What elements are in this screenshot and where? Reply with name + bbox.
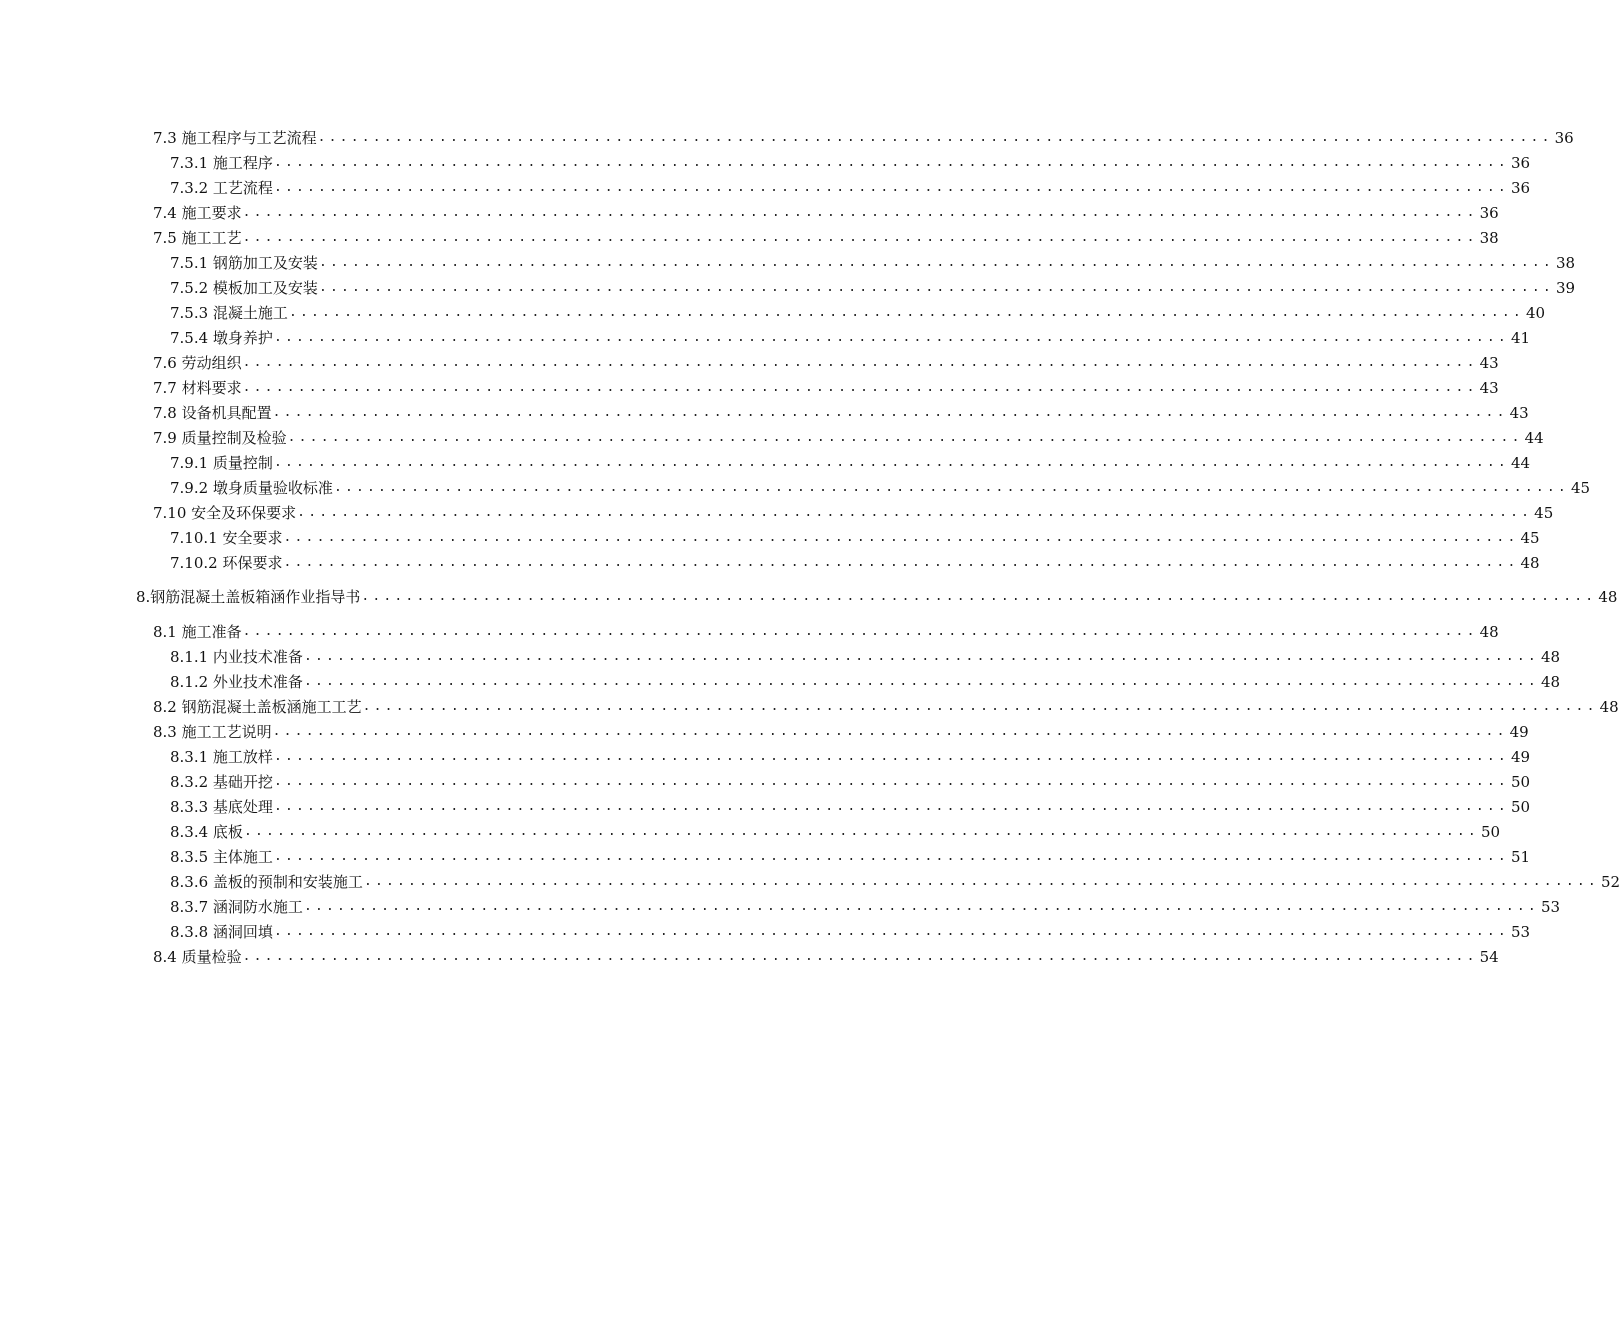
toc-entry[interactable]: [153, 376, 1499, 400]
toc-entry[interactable]: [170, 326, 1531, 350]
toc-entry-title: 7.9 质量控制及检验: [153, 429, 287, 447]
toc-entry[interactable]: [153, 620, 1499, 644]
toc-entry-page: 36: [1510, 154, 1531, 172]
toc-entry-page: 50: [1480, 823, 1501, 841]
toc-entry[interactable]: [153, 126, 1574, 150]
toc-entry[interactable]: [136, 585, 1618, 609]
toc-entry-page: 45: [1520, 529, 1540, 547]
toc-entry-title: 8.3.2 基础开挖: [170, 773, 273, 791]
toc-entry-title: 8.3.8 涵洞回填: [170, 923, 273, 941]
toc-entry-page: 53: [1540, 898, 1561, 916]
toc-entry-title: 7.10 安全及环保要求: [153, 504, 297, 522]
toc-entry[interactable]: [170, 451, 1531, 475]
dot-leader: ................................................................................................................: [318, 280, 1554, 295]
toc-entry-page: 49: [1509, 723, 1529, 741]
toc-entry-page: 44: [1510, 454, 1531, 472]
dot-leader: ................................................................................................................: [273, 924, 1509, 939]
toc-entry-page: 49: [1510, 748, 1531, 766]
toc-entry[interactable]: [153, 945, 1499, 969]
dot-leader: ................................................................................................................: [283, 530, 1519, 545]
toc-entry-title: 7.5.2 模板加工及安装: [170, 279, 318, 297]
toc-entry[interactable]: [170, 151, 1531, 175]
toc-entry-title: 8.1.2 外业技术准备: [170, 673, 303, 691]
toc-entry-page: 44: [1524, 429, 1544, 447]
toc-entry-title: 7.9.1 质量控制: [170, 454, 273, 472]
toc-entry-title: 7.6 劳动组织: [153, 354, 242, 372]
dot-leader: ................................................................................................................: [273, 330, 1509, 345]
dot-leader: ................................................................................................................: [273, 455, 1509, 470]
toc-entry[interactable]: [170, 476, 1591, 500]
toc-entry[interactable]: [170, 551, 1540, 575]
dot-leader: ................................................................................................................: [297, 505, 1533, 520]
toc-entry[interactable]: [153, 226, 1499, 250]
toc-entry-page: 50: [1510, 773, 1531, 791]
toc-entry[interactable]: [170, 276, 1576, 300]
dot-leader: ................................................................................................................: [243, 824, 1479, 839]
toc-entry-title: 8.3.5 主体施工: [170, 848, 273, 866]
dot-leader: ................................................................................................................: [242, 624, 1478, 639]
toc-entry-title: 7.8 设备机具配置: [153, 404, 272, 422]
toc-entry-title: 8.3.4 底板: [170, 823, 243, 841]
toc-entry-title: 8.3.1 施工放样: [170, 748, 273, 766]
toc-entry-page: 45: [1534, 504, 1554, 522]
toc-entry[interactable]: [170, 251, 1576, 275]
toc-entry-title: 8.3 施工工艺说明: [153, 723, 272, 741]
dot-leader: ................................................................................................................: [303, 899, 1539, 914]
toc-entry-page: 48: [1598, 588, 1618, 606]
toc-entry-title: 7.5.4 墩身养护: [170, 329, 273, 347]
toc-entry[interactable]: [170, 745, 1531, 769]
toc-entry[interactable]: [153, 695, 1619, 719]
toc-entry-page: 36: [1554, 129, 1574, 147]
toc-entry-page: 52: [1600, 873, 1620, 891]
toc-entry-page: 43: [1509, 404, 1529, 422]
toc-entry[interactable]: [170, 176, 1531, 200]
toc-entry-page: 36: [1510, 179, 1531, 197]
toc-entry-title: 7.3.2 工艺流程: [170, 179, 273, 197]
dot-leader: ................................................................................................................: [242, 380, 1478, 395]
toc-entry[interactable]: [170, 920, 1531, 944]
dot-leader: ................................................................................................................: [273, 849, 1509, 864]
toc-entry-title: 7.5.3 混凝土施工: [170, 304, 288, 322]
toc-entry[interactable]: [153, 426, 1544, 450]
toc-entry-title: 7.7 材料要求: [153, 379, 242, 397]
toc-entry-page: 43: [1479, 379, 1499, 397]
dot-leader: ................................................................................................................: [272, 724, 1508, 739]
dot-leader: ................................................................................................................: [317, 130, 1553, 145]
toc-entry[interactable]: [170, 770, 1531, 794]
toc-entry-title: 7.3 施工程序与工艺流程: [153, 129, 317, 147]
dot-leader: ................................................................................................................: [242, 205, 1478, 220]
dot-leader: ................................................................................................................: [273, 799, 1509, 814]
toc-entry[interactable]: [170, 526, 1540, 550]
toc-entry-page: 48: [1540, 648, 1561, 666]
toc-entry[interactable]: [170, 820, 1501, 844]
toc-entry[interactable]: [170, 895, 1561, 919]
dot-leader: ................................................................................................................: [303, 649, 1539, 664]
dot-leader: ................................................................................................................: [242, 949, 1478, 964]
dot-leader: ................................................................................................................: [273, 180, 1509, 195]
dot-leader: ................................................................................................................: [303, 674, 1539, 689]
toc-entry-title: 8.4 质量检验: [153, 948, 242, 966]
dot-leader: ................................................................................................................: [272, 405, 1508, 420]
toc-entry-page: 43: [1479, 354, 1499, 372]
toc-entry[interactable]: [153, 401, 1529, 425]
dot-leader: ................................................................................................................: [361, 589, 1597, 604]
toc-entry[interactable]: [170, 795, 1531, 819]
toc-entry-page: 45: [1570, 479, 1591, 497]
toc-entry-page: 48: [1540, 673, 1561, 691]
toc-entry-title: 8.钢筋混凝土盖板箱涵作业指导书: [136, 588, 361, 606]
dot-leader: ................................................................................................................: [287, 430, 1523, 445]
toc-entry-page: 48: [1479, 623, 1499, 641]
toc-entry-title: 7.5.1 钢筋加工及安装: [170, 254, 318, 272]
dot-leader: ................................................................................................................: [273, 155, 1509, 170]
toc-entry-page: 36: [1479, 204, 1499, 222]
toc-entry-title: 8.1.1 内业技术准备: [170, 648, 303, 666]
toc-entry-page: 48: [1599, 698, 1619, 716]
dot-leader: ................................................................................................................: [273, 774, 1509, 789]
toc-entry-title: 7.9.2 墩身质量验收标准: [170, 479, 333, 497]
toc-entry-page: 54: [1479, 948, 1499, 966]
dot-leader: ................................................................................................................: [283, 555, 1519, 570]
dot-leader: ................................................................................................................: [363, 874, 1599, 889]
toc-entry[interactable]: [153, 201, 1499, 225]
toc-entry-page: 38: [1479, 229, 1499, 247]
dot-leader: ................................................................................................................: [333, 480, 1569, 495]
toc-entry-title: 7.5 施工工艺: [153, 229, 242, 247]
toc-entry[interactable]: [170, 670, 1561, 694]
dot-leader: ................................................................................................................: [288, 305, 1524, 320]
toc-entry-page: 40: [1525, 304, 1546, 322]
toc-entry-page: 41: [1510, 329, 1531, 347]
toc-entry[interactable]: [170, 870, 1620, 894]
dot-leader: ................................................................................................................: [273, 749, 1509, 764]
toc-entry[interactable]: [170, 301, 1546, 325]
toc-entry-title: 7.4 施工要求: [153, 204, 242, 222]
toc-entry-title: 7.3.1 施工程序: [170, 154, 273, 172]
toc-entry-title: 7.10.2 环保要求: [170, 554, 283, 572]
toc-entry[interactable]: [170, 845, 1531, 869]
dot-leader: ................................................................................................................: [318, 255, 1554, 270]
toc-entry[interactable]: [170, 645, 1561, 669]
toc-entry[interactable]: [153, 501, 1554, 525]
toc-entry-page: 48: [1520, 554, 1540, 572]
dot-leader: ................................................................................................................: [362, 699, 1598, 714]
toc-entry-page: 51: [1510, 848, 1531, 866]
toc-entry-page: 38: [1555, 254, 1576, 272]
toc-entry-title: 8.2 钢筋混凝土盖板涵施工工艺: [153, 698, 362, 716]
dot-leader: ................................................................................................................: [242, 355, 1478, 370]
toc-entry-title: 7.10.1 安全要求: [170, 529, 283, 547]
toc-entry[interactable]: [153, 720, 1529, 744]
toc-entry[interactable]: [153, 351, 1499, 375]
dot-leader: ................................................................................................................: [242, 230, 1478, 245]
toc-entry-title: 8.1 施工准备: [153, 623, 242, 641]
toc-entry-page: 53: [1510, 923, 1531, 941]
toc-entry-page: 39: [1555, 279, 1576, 297]
toc-entry-title: 8.3.3 基底处理: [170, 798, 273, 816]
toc-entry-title: 8.3.6 盖板的预制和安装施工: [170, 873, 363, 891]
toc-entry-title: 8.3.7 涵洞防水施工: [170, 898, 303, 916]
toc-entry-page: 50: [1510, 798, 1531, 816]
